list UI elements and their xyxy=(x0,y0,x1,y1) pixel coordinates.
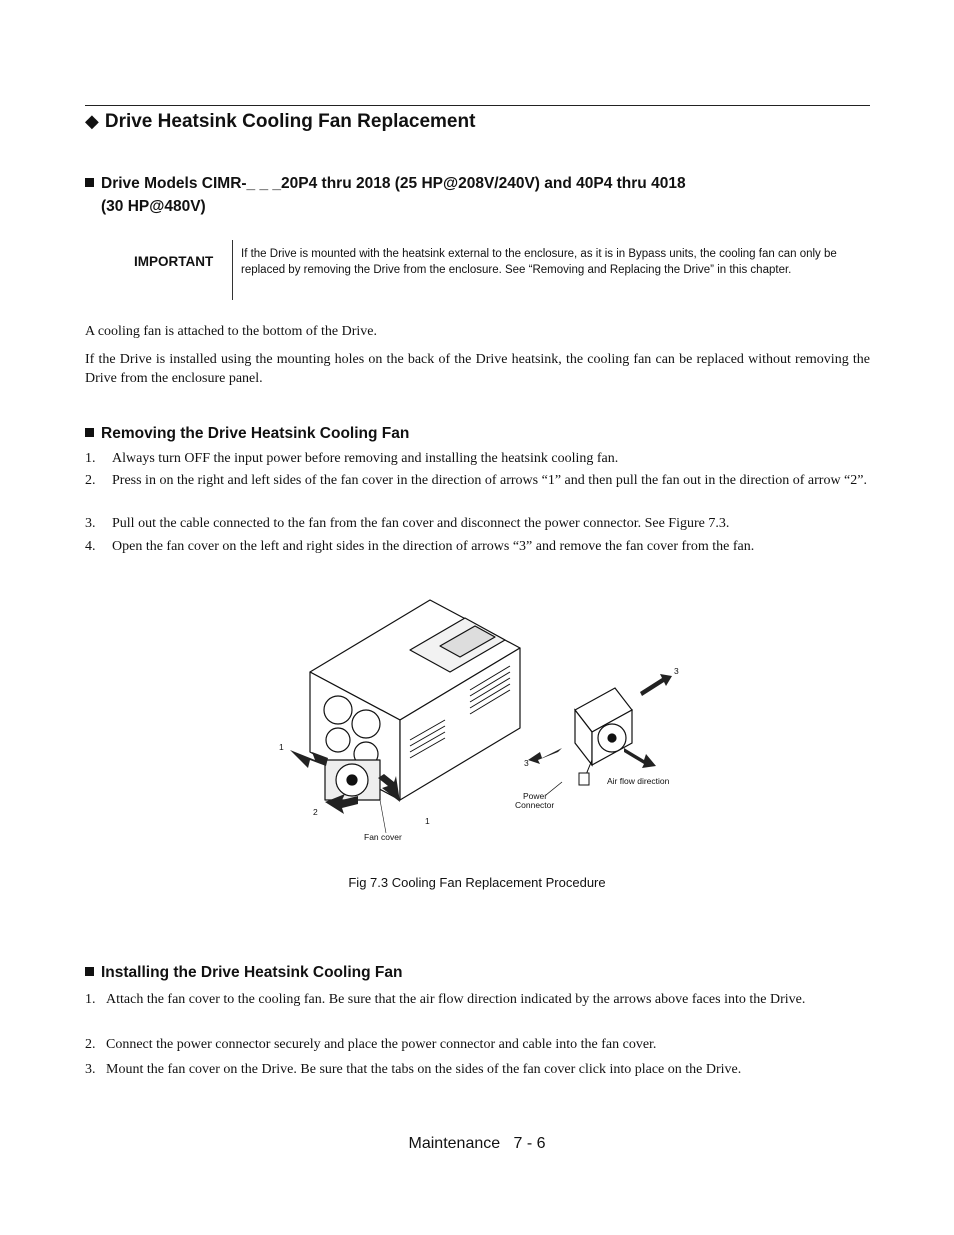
section-title xyxy=(85,111,475,133)
intro-paragraph-1: A cooling fan is attached to the bottom of the Drive. xyxy=(85,324,377,339)
label-power-connector-1: Power xyxy=(523,791,548,801)
page-footer: Maintenance 7 - 6 xyxy=(408,1135,546,1152)
arrow-3-top-icon xyxy=(640,674,672,696)
square-bullet-icon xyxy=(85,178,94,187)
header-rule xyxy=(85,105,870,106)
intro-paragraph-2: If the Drive is installed using the mounting holes on the back of the Drive heatsink, the cooling fan can be replaced without removing the Drive from the enclosure panel. xyxy=(85,352,870,386)
list-item: 4. Open the fan cover on the left and right sides in the direction of arrows “3” and remove the fan cover from the fan. xyxy=(85,539,755,554)
diamond-icon: ◆ xyxy=(85,111,99,131)
figure-caption: Fig 7.3 Cooling Fan Replacement Procedure xyxy=(348,875,606,890)
power-connector xyxy=(579,773,589,785)
arrow-3-left-icon xyxy=(528,748,562,764)
important-label: IMPORTANT xyxy=(134,254,214,269)
square-bullet-icon xyxy=(85,967,94,976)
important-text: If the Drive is mounted with the heatsink external to the enclosure, as it is in Bypass units, the cooling fan can only be replaced by removing the Drive from the enclosure. See “Removing and Replacing the Drive” in this chapter. xyxy=(241,248,837,276)
subsection-line1: Drive Models CIMR-_ _ _20P4 thru 2018 (25 HP@208V/240V) and 40P4 thru 4018 xyxy=(101,175,686,192)
removing-heading xyxy=(85,422,409,445)
air-flow-arrow-icon xyxy=(624,748,656,768)
important-divider xyxy=(232,240,233,300)
terminal-cover xyxy=(324,696,352,724)
label-arrow-3-left: 3 xyxy=(524,758,529,768)
installing-heading xyxy=(85,961,402,984)
fan-hub xyxy=(608,734,616,742)
list-item: 2. Connect the power connector securely and place the power connector and cable into the fan cover. xyxy=(85,1037,657,1052)
list-item: 1. Always turn OFF the input power before removing and installing the heatsink cooling fan. xyxy=(85,451,619,466)
subsection-line2: (30 HP@480V) xyxy=(101,198,206,215)
label-arrow-2: 2 xyxy=(313,807,318,817)
fan-hub xyxy=(347,775,357,785)
installing-heading-text: Installing the Drive Heatsink Cooling Fan xyxy=(101,964,403,981)
label-arrow-1-bottom: 1 xyxy=(425,816,430,826)
square-bullet-icon xyxy=(85,428,94,437)
subsection-heading xyxy=(85,172,686,218)
removing-heading-text: Removing the Drive Heatsink Cooling Fan xyxy=(101,425,410,442)
installing-steps xyxy=(85,990,870,1082)
list-item: 3. Mount the fan cover on the Drive. Be sure that the tabs on the sides of the fan cover click into place on the Drive. xyxy=(85,1062,742,1077)
list-item: 3. Pull out the cable connected to the fan from the fan cover and disconnect the power connector. See Figure 7.3. xyxy=(85,516,730,531)
label-air-flow: Air flow direction xyxy=(607,776,670,786)
label-arrow-1-left: 1 xyxy=(279,742,284,752)
section-title-text: Drive Heatsink Cooling Fan Replacement xyxy=(104,111,476,132)
terminal-cover xyxy=(326,728,350,752)
cooling-fan-figure xyxy=(270,590,690,860)
terminal-cover xyxy=(352,710,380,738)
label-fan-cover: Fan cover xyxy=(364,832,402,842)
list-item: 1. Attach the fan cover to the cooling fan. Be sure that the air flow direction indicated by the arrows above faces into the Drive. xyxy=(85,992,806,1007)
list-item: 2. Press in on the right and left sides of the fan cover in the direction of arrows “1” and then pull the fan out in the direction of arrow “2”. xyxy=(85,473,867,488)
label-power-connector-2: Connector xyxy=(515,800,555,810)
label-arrow-3-top: 3 xyxy=(674,666,679,676)
removing-steps xyxy=(85,449,870,559)
